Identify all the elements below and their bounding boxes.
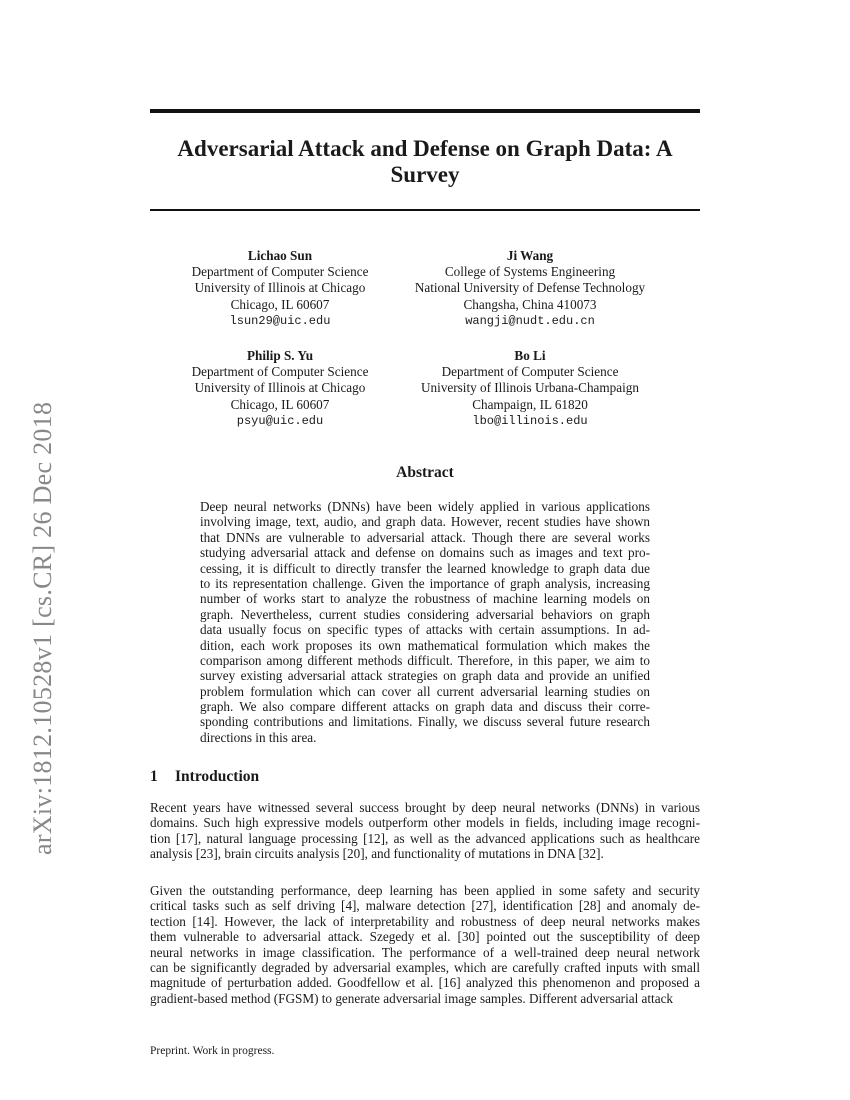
author-affiliation: University of Illinois at Chicago: [194, 280, 366, 296]
intro-paragraph: [150, 800, 700, 862]
text-line: problem formulation which can cover all current adversarial learning studies on: [200, 683, 650, 699]
text-line: critical tasks such as self driving [4], malware detection [27], identification [28] and anomaly de-: [150, 898, 700, 914]
text-line: data usually focus on specific types of attacks with certain assumptions. In ad-: [200, 622, 650, 638]
text-line: survey existing adversarial attack strategies on graph data and provide an unified: [200, 668, 650, 684]
abstract-body: [200, 499, 650, 745]
text-line: neural networks in image classification. The performance of a well-trained deep neural network: [150, 944, 700, 960]
author-address: Champaign, IL 61820: [472, 396, 588, 412]
text-line: that DNNs are vulnerable to adversarial attack. Though there are several works: [200, 529, 650, 545]
text-line: number of works start to analyze the robustness of machine learning models on: [200, 591, 650, 607]
text-line: Recent years have witnessed several success brought by deep neural networks (DNNs) in various: [150, 800, 700, 815]
author-address: Chicago, IL 60607: [230, 296, 330, 312]
text-line: sponding contributions and limitations. Finally, we discuss several future research: [200, 714, 650, 730]
author-affiliation: National University of Defense Technology: [414, 280, 646, 296]
author-name: Philip S. Yu: [246, 348, 314, 363]
paper-title: [150, 136, 700, 188]
author-email: lsun29@uic.edu: [229, 313, 331, 328]
section-heading: [150, 768, 259, 786]
text-line: Given the outstanding performance, deep learning has been applied in some safety and security: [150, 883, 700, 898]
author-name: Ji Wang: [506, 248, 554, 263]
text-line: to its representation challenge. Given the importance of graph analysis, increasing: [200, 575, 650, 591]
author-affiliation: University of Illinois Urbana-Champaign: [421, 380, 639, 396]
text-line: tion [17], natural language processing [12], as well as the advanced applications such as healthcare: [150, 830, 700, 846]
text-line: involving image, text, audio, and graph data. However, recent studies have shown: [200, 514, 650, 530]
author-affiliation: Department of Computer Science: [441, 364, 619, 380]
text-line: tection [14]. However, the lack of interpretability and robustness of deep neural networks makes: [150, 913, 700, 929]
abstract-heading: Abstract: [396, 464, 454, 481]
author-address: Chicago, IL 60607: [230, 396, 330, 412]
text-line: graph. Nevertheless, current studies considering adversarial behaviors on graph: [200, 606, 650, 622]
title-line: Adversarial Attack and Defense on Graph Data: A: [177, 136, 673, 161]
title-top-rule: [150, 109, 700, 113]
author-block: [380, 248, 680, 329]
text-line: studying adversarial attack and defense on domains such as images and text pro-: [200, 545, 650, 561]
author-address: Changsha, China 410073: [463, 296, 597, 312]
author-affiliation: University of Illinois at Chicago: [194, 380, 366, 396]
author-name: Bo Li: [514, 348, 546, 363]
section-title: Introduction: [175, 768, 260, 785]
author-affiliation: College of Systems Engineering: [444, 264, 616, 280]
footer-note: Preprint. Work in progress.: [150, 1045, 275, 1057]
title-line: Survey: [390, 162, 460, 187]
text-line: cessing, it is difficult to directly transfer the learned knowledge to graph data due: [200, 560, 650, 576]
author-affiliation: Department of Computer Science: [191, 364, 369, 380]
author-email: lbo@illinois.edu: [472, 413, 588, 428]
text-line: can be significantly degraded by adversarial examples, which are carefully crafted inputs with small: [150, 959, 700, 975]
author-affiliation: Department of Computer Science: [191, 264, 369, 280]
text-line: gradient-based method (FGSM) to generate adversarial image samples. Different adversarial attack: [150, 990, 674, 1006]
title-bottom-rule: [150, 209, 700, 211]
intro-paragraph: [150, 883, 700, 1006]
text-line: Deep neural networks (DNNs) have been widely applied in various applications: [200, 499, 650, 514]
text-line: graph. We also compare different attacks on graph data and discuss their corre-: [200, 699, 650, 715]
author-block: [380, 348, 680, 429]
arxiv-identifier: arXiv:1812.10528v1 [cs.CR] 26 Dec 2018: [28, 401, 57, 855]
author-email: wangji@nudt.edu.cn: [465, 313, 595, 328]
text-line: comparison among different methods difficult. Therefore, in this paper, we aim to: [200, 652, 650, 668]
section-number: 1: [150, 768, 158, 785]
author-name: Lichao Sun: [247, 248, 313, 263]
text-line: domains. Such high expressive models outperform other models in fields, including image recogni-: [150, 815, 700, 831]
text-line: dition, each work proposes its own mathematical formulation which makes the: [200, 637, 650, 653]
text-line: magnitude of perturbation added. Goodfellow et al. [16] analyzed this phenomenon and proposed a: [150, 975, 700, 991]
text-line: analysis [23], brain circuits analysis [20], and functionality of mutations in DNA [32].: [150, 846, 604, 862]
text-line: directions in this area.: [200, 729, 317, 745]
text-line: them vulnerable to adversarial attack. Szegedy et al. [30] pointed out the susceptibility of deep: [150, 929, 700, 945]
author-email: psyu@uic.edu: [236, 413, 324, 428]
